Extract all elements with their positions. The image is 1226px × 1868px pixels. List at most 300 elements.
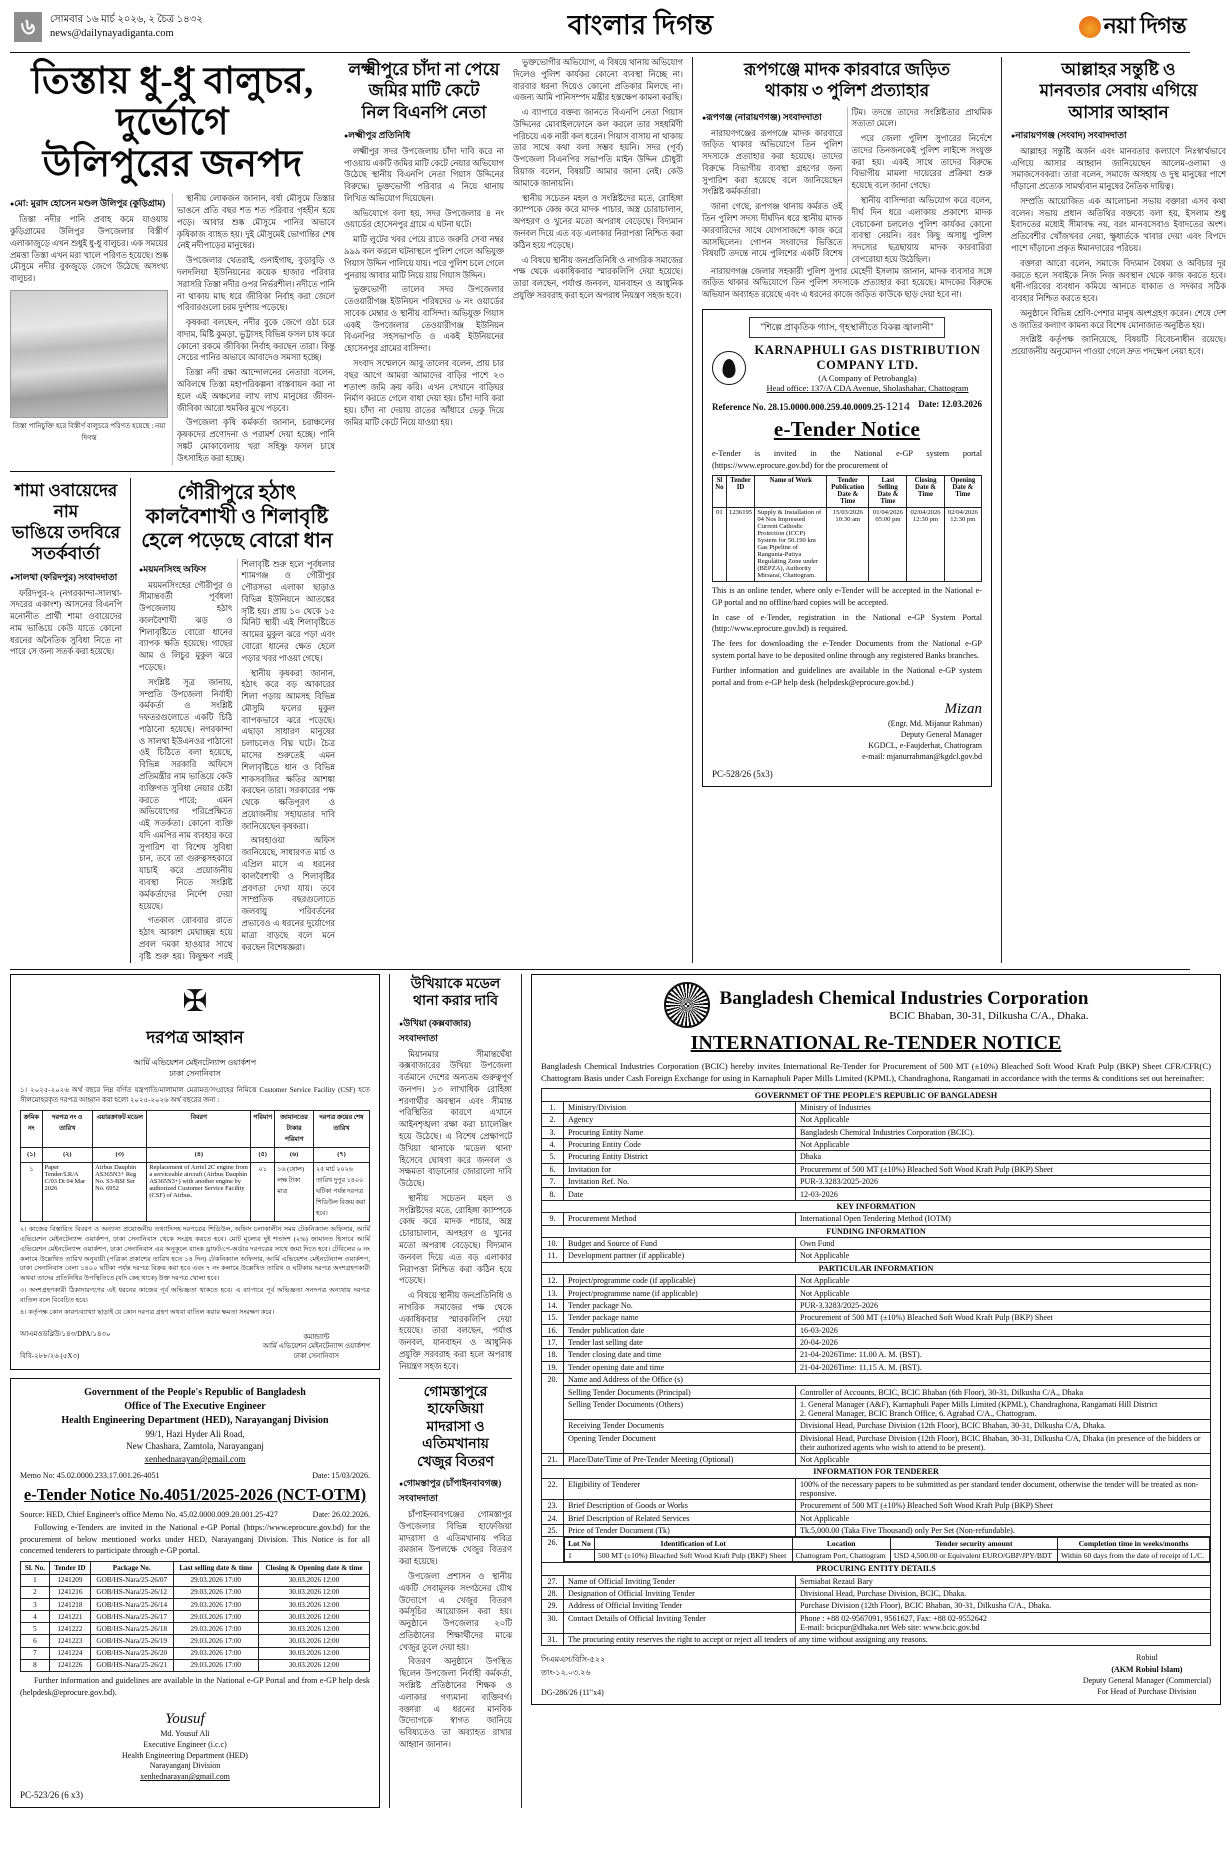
cell-value: Not Applicable bbox=[796, 1114, 1211, 1126]
cell-label: Agency bbox=[564, 1114, 796, 1126]
table-row bbox=[542, 1275, 1211, 1287]
cell-label: Designation of Official Inviting Tender bbox=[564, 1587, 796, 1599]
cell-index: 27. bbox=[542, 1575, 564, 1587]
col-last-selling: Last Selling Date & Time bbox=[869, 475, 907, 507]
table-row bbox=[542, 1634, 1211, 1646]
paragraph: উপজেলা কৃষি কর্মকর্তা জানান, চরাঞ্চলের কৃষকদের প্রণোদনা ও পরামর্শ দেয়া হচ্ছে। পানি সঙ্কট মোকাবেলায় খরা সহিষ্ণু ফসল চাষে উৎসাহিত করা হচ্ছে। bbox=[177, 418, 335, 463]
cell-value: Not Applicable bbox=[796, 1138, 1211, 1150]
hail-byline: ● ময়মনসিংহ অফিস bbox=[139, 562, 233, 577]
warning-byline: ● সালথা (ফরিদপুর) সংবাদদাতা bbox=[10, 570, 122, 585]
lakshmipur-continuation-column bbox=[513, 57, 683, 963]
lot-col-0: Lot No bbox=[565, 1538, 595, 1550]
table-row bbox=[542, 1250, 1211, 1262]
cell-index: 21. bbox=[542, 1453, 564, 1465]
section-header-row bbox=[542, 1200, 1211, 1212]
table-row bbox=[565, 1550, 1210, 1562]
paragraph: ভুক্তভোগীর অভিযোগ, এ বিষয়ে থানায় অভিযোগ দিলেও পুলিশ কার্যকর কোনো ব্যবস্থা নিচ্ছে না। বারবার ধরনা দিয়েও কোনো প্রতিকার মিলছে না। এজন্য আমি পানিসম্পদ মন্ত্রীর হস্তক্ষেপ কামনা করছি। bbox=[513, 58, 683, 103]
cell-index: 25. bbox=[542, 1524, 564, 1536]
cell-index: 1. bbox=[542, 1101, 564, 1113]
cell-model: Airbus Dauphin AS365N3+ Reg No. S3-BSI Ser No. 6952 bbox=[93, 1162, 147, 1221]
cell-office-value: Controller of Accounts, BCIC, BCIC Bhaban (6th Floor), 30-31, Dilkusha C/A., Dhaka bbox=[796, 1386, 1211, 1398]
table-row bbox=[542, 1587, 1211, 1599]
table-header-row bbox=[21, 1110, 370, 1147]
cell-index: 28. bbox=[542, 1587, 564, 1599]
kgdcl-note-2: In case of e-Tender, registration in the National e-GP System Portal (http://www.eprocure.gov.bd) is required. bbox=[712, 612, 982, 634]
hed-source: Source: HED, Chief Engineer's office Memo No. 45.02.0000.009.20.001.25-427 bbox=[20, 1509, 278, 1519]
hed-header bbox=[20, 1386, 370, 1466]
paragraph: সম্প্রতি আয়োজিত এক আলোচনা সভায় বক্তারা এসব কথা বলেন। সভায় প্রধান অতিথির বক্তব্যে বলা হয়, ইসলাম শুধু ইবাদতের মধ্যেই সীমাবদ্ধ নয়, বরং মানবসেবাও ইবাদতের অংশ। প্রতিবেশীর খোঁজখবর নেয়া, ক্ষুধার্তকে খাবার দেয়া এবং বিপদে পাশে দাঁড়ানো প্রকৃত ঈমানদারের পরিচয়। bbox=[1011, 196, 1226, 253]
table-number-row bbox=[21, 1147, 370, 1162]
hed-tender-table bbox=[20, 1561, 370, 1672]
cell-opening: 02/04/2026 12:30 pm bbox=[944, 507, 981, 581]
paragraph: এ বিষয়ে স্থানীয় জনপ্রতিনিধি ও নাগরিক সমাজের পক্ষ থেকে একাধিকবার স্মারকলিপি দেয়া হয়েছে। তারা বলছেন, পর্যাপ্ত জনবল, যানবাহন ও আধুনিক প্রযুক্তি সরবরাহ করা হলে অপরাধ নিয়ন্ত্রণ সহজ হবে। bbox=[399, 1291, 512, 1371]
cell-tender-id: 1241221 bbox=[49, 1611, 90, 1623]
paragraph: সংবাদ সম্মেলনে আবু তালেব বলেন, প্রায় চার বছর আগে আমরা আমাদের বাড়ির পাশে ২৩ শতাংশ জমি ক্রয় করি। এখন সেখানে বাড়িঘর নির্মাণ করতে গেলে বাধা দেয়া হয়। চাঁদা দাবি করা হয়। চাঁদা না দেয়ায় রাতের আঁধারে ভেকু দিয়ে জমির মাটি কেটে নিয়ে যাওয়া হয়। bbox=[344, 359, 504, 427]
col-date: দরপত্র ক্রয়ের শেষ তারিখ bbox=[313, 1110, 369, 1147]
table-row bbox=[542, 1512, 1211, 1524]
cell-value: Not Applicable bbox=[796, 1287, 1211, 1299]
num-7: (৭) bbox=[313, 1147, 369, 1162]
cell-sl: 1 bbox=[21, 1574, 50, 1586]
cell-value: Procurement of 500 MT (±10%) Bleached Soft Wood Kraft Pulp (BKP) Sheet bbox=[796, 1312, 1211, 1324]
top-section-grid bbox=[10, 57, 1226, 963]
masthead-left bbox=[14, 12, 203, 42]
section-header-row bbox=[542, 1563, 1211, 1575]
table-row bbox=[542, 1324, 1211, 1336]
cell-value: Not Applicable bbox=[796, 1275, 1211, 1287]
cell-tender-id: 1241226 bbox=[49, 1659, 90, 1671]
office-row bbox=[542, 1386, 1211, 1398]
cell-index: 23. bbox=[542, 1500, 564, 1512]
cell-index: 16. bbox=[542, 1324, 564, 1336]
lakshmipur-headline: লক্ষ্মীপুরে চাঁদা না পেয়ে জমির মাটি কেটে নিল বিএনপি নেতা bbox=[348, 60, 500, 122]
paragraph: সংশ্লিষ্ট কর্তৃপক্ষ জানিয়েছে, বিষয়টি বিবেচনাধীন রয়েছে। প্রয়োজনীয় অনুমোদন পাওয়া গেলে দ্রুত পদক্ষেপ নেয়া হবে। bbox=[1011, 335, 1226, 357]
cell-value: Not Applicable bbox=[796, 1453, 1211, 1465]
section-header-row bbox=[542, 1262, 1211, 1274]
paragraph: কৃষকরা বলছেন, নদীর বুকে জেগে ওঠা চরে বাদাম, মিষ্টি কুমড়া, ভুট্টাসহ বিভিন্ন ফসল চাষ করে কোনো রকমে জীবিকা নির্বাহ করছেন তারা। কিন্তু সেচের পানির অভাবে আবাদেও সমস্যা হচ্ছে। bbox=[177, 318, 335, 363]
cell-label: Invitation Ref. No. bbox=[564, 1176, 796, 1188]
cell-label: Project/programme name (if applicable) bbox=[564, 1287, 796, 1299]
column-divider bbox=[130, 478, 131, 963]
num-6: (৬) bbox=[275, 1147, 314, 1162]
table-header-row bbox=[713, 475, 982, 507]
cell-last-selling: 29.03.2026 17:00 bbox=[173, 1611, 258, 1623]
hed-email: xenhednarayan@gmail.com bbox=[144, 1454, 246, 1465]
cell-index: 6. bbox=[542, 1163, 564, 1175]
paragraph: অনুষ্ঠানে বিভিন্ন শ্রেণি-পেশার মানুষ অংশগ্রহণ করেন। শেষে দেশ ও জাতির কল্যাণ কামনা করে বিশেষ মোনাজাত অনুষ্ঠিত হয়। bbox=[1011, 308, 1226, 330]
col-sl: Sl. No. bbox=[21, 1562, 50, 1574]
num-5: (৫) bbox=[251, 1147, 275, 1162]
cell-value: Dhaka bbox=[796, 1151, 1211, 1163]
cell-last-selling: 29.03.2026 17:00 bbox=[173, 1574, 258, 1586]
paragraph: এ বিষয়ে স্থানীয় জনপ্রতিনিধি ও নাগরিক সমাজের পক্ষ থেকে একাধিকবার স্মারকলিপি দেয়া হয়েছে। তারা বলছেন, পর্যাপ্ত জনবল, যানবাহন ও আধুনিক প্রযুক্তি সরবরাহ করা হলে অপরাধ নিয়ন্ত্রণ সহজ হবে। bbox=[513, 255, 683, 300]
cell-value: 21-04-2026Time: 11.00 A. M. (BST). bbox=[796, 1349, 1211, 1361]
signature-scribble: Yousuf bbox=[165, 1710, 205, 1727]
cell-label: Place/Date/Time of Pre-Tender Meeting (Optional) bbox=[564, 1453, 796, 1465]
cell-label: Budget and Source of Fund bbox=[564, 1237, 796, 1249]
cell-sl: 4 bbox=[21, 1611, 50, 1623]
cell-closing-opening: 30.03.2026 12:00 bbox=[258, 1647, 369, 1659]
hed-sign-name: Md. Yousuf Ali bbox=[160, 1729, 210, 1739]
cell-tender-id: 1241222 bbox=[49, 1623, 90, 1635]
bcic-org-name: Bangladesh Chemical Industries Corporation bbox=[719, 987, 1089, 1009]
col-package-no: Package No. bbox=[90, 1562, 173, 1574]
cell-value: 12-03-2026 bbox=[796, 1188, 1211, 1200]
kgdcl-company-sub: (A Company of Petrobangla) bbox=[818, 373, 917, 383]
cell-index: 3. bbox=[542, 1126, 564, 1138]
cell-index: 17. bbox=[542, 1336, 564, 1348]
cell-value: Own Fund bbox=[796, 1237, 1211, 1249]
paragraph: আবহাওয়া অফিস জানিয়েছে, সাধারণত মার্চ ও এপ্রিল মাসে এ ধরনের কালবৈশাখী ও শিলাবৃষ্টির প্রবণতা দেখা যায়। তবে সাম্প্রতিক বছরগুলোতে জলবায়ু পরিবর্তনের প্রভাবেও এ ধরনের দুর্যোগের মাত্রা বাড়ছে বলে মনে করছেন বিশেষজ্ঞরা। bbox=[241, 836, 335, 952]
cell-office-value: Divisional Head, Purchase Division (12th Floor), BCIC Bhaban, 30-31, Dilkusha C/A, Dhaka (in presence of the bidders or their authorized agents who wish to attend to be present). bbox=[796, 1432, 1211, 1453]
hed-memo-no: Memo No: 45.02.0000.233.17.001.26-4051 bbox=[20, 1470, 160, 1480]
cell-sl: 6 bbox=[21, 1635, 50, 1647]
section-header-row bbox=[542, 1225, 1211, 1237]
paragraph: তিস্তা নদীর পানি প্রবাহ কমে যাওয়ায় কুড়িগ্রামের উলিপুর উপজেলার বিস্তীর্ণ এলাকাজুড়ে এখন শুধুই ধু-ধু বালুচর। এক সময়ের প্রমত্তা তিস্তা এখন মরা খালে পরিণত হয়েছে। শুষ্ক মৌসুমে নদীর বুকজুড়ে জেগে উঠেছে অসংখ্য বালুচর। bbox=[10, 215, 168, 284]
cell-label: Tender closing date and time bbox=[564, 1349, 796, 1361]
table-row bbox=[542, 1453, 1211, 1465]
signature-scribble: Robiul bbox=[1136, 1653, 1158, 1663]
cell-tender-id: 1241216 bbox=[49, 1586, 90, 1598]
num-2: (২) bbox=[42, 1147, 93, 1162]
divider bbox=[399, 1378, 512, 1379]
army-ad-title: দরপত্র আহ্বান bbox=[146, 1027, 244, 1047]
bcic-memo-bn2: তাং-১২.০৩.২৬ bbox=[541, 1668, 591, 1678]
col-publication: Tender Publication Date & Time bbox=[827, 475, 869, 507]
ukhiya-byline: ● উখিয়া (কক্সবাজার) সংবাদদাতা bbox=[399, 1016, 512, 1046]
table-row bbox=[542, 1163, 1211, 1175]
paragraph: স্থানীয় সচেতন মহল ও সংশ্লিষ্টদের মতে, রোহিঙ্গা ক্যাম্পকে কেন্দ্র করে মাদক পাচার, অস্ত্র চোরাচালান, অপহরণ ও খুনের মতো অপরাধ বেড়েছে। বিদ্যমান জনবল দিয়ে এত বড় এলাকার নিরাপত্তা নিশ্চিত করা কঠিন হয়ে পড়েছে। bbox=[399, 1193, 512, 1286]
paragraph: স্থানীয় বাসিন্দারা অভিযোগ করে বলেন, দীর্ঘ দিন ধরে এলাকায় প্রকাশ্যে মাদক বেচাকেনা চললেও পুলিশ কার্যকর কোনো ব্যবস্থা নেয়নি। বরং কিছু অসাধু পুলিশ সদস্যের ছত্রছায়ায় মাদক কারবারিরা বেপরোয়া হয়ে উঠেছিল। bbox=[851, 195, 992, 264]
hed-memo-date-label: Date: bbox=[312, 1470, 330, 1480]
photo-caption: তিস্তা পানিচুক্তি হরে বিস্তীর্ণ বালুচরে পরিণত হয়েছে : নয়া দিগন্ত bbox=[12, 422, 166, 442]
cell-index: 9. bbox=[542, 1213, 564, 1225]
cell-work: Supply & Installation of 04 Nos Impressed Current Cathodic Protection (ICCP) System for 50.190 km Gas Pipeline of Rangunia-Patiya Regulating Zone under (BEPZA), Authority Mirsarai, Chattogram. bbox=[755, 507, 827, 581]
col-security: জামানতের টাকার পরিমাণ bbox=[275, 1110, 314, 1147]
table-row bbox=[21, 1635, 370, 1647]
num-4: (৪) bbox=[147, 1147, 251, 1162]
bcic-sign-title2: For Head of Purchase Division bbox=[1097, 1686, 1197, 1696]
army-tender-ad bbox=[10, 974, 380, 1370]
lot-col-2: Location bbox=[792, 1538, 890, 1550]
bcic-tender-table bbox=[541, 1088, 1211, 1646]
hed-gov: Government of the People's Republic of Bangladesh bbox=[84, 1386, 306, 1398]
bcic-header bbox=[541, 982, 1211, 1028]
cell-label: Procuring Entity Name bbox=[564, 1126, 796, 1138]
section-header: INFORMATION FOR TENDERER bbox=[542, 1466, 1211, 1478]
kgdcl-sign-title1: Deputy General Manager bbox=[900, 729, 982, 739]
table-row bbox=[542, 1600, 1211, 1612]
cell-location: Chattogram Port, Chattogram bbox=[792, 1550, 890, 1562]
cell-label: Project/programme code (if applicable) bbox=[564, 1275, 796, 1287]
hed-table-body bbox=[21, 1574, 370, 1672]
kgdcl-flame-icon bbox=[712, 351, 746, 385]
paragraph: নারায়ণগঞ্জের রূপগঞ্জে মাদক কারবারে জড়িত থাকার অভিযোগে তিন পুলিশ সদস্যকে প্রত্যাহার করা হয়েছে। তাদের বিরুদ্ধে বিভাগীয় ব্যবস্থা গ্রহণের জন্য সুপারিশ করা হয়েছে বলে জানিয়েছেন সংশ্লিষ্ট কর্মকর্তারা। bbox=[702, 128, 843, 197]
table-row bbox=[713, 507, 982, 581]
kgdcl-pc-code: PC-528/26 (5x3) bbox=[712, 769, 773, 780]
column-divider bbox=[692, 57, 693, 963]
hed-addr2: New Chashara, Zamtola, Narayanganj bbox=[126, 1441, 264, 1452]
table-row bbox=[542, 1114, 1211, 1126]
section-header: PARTICULAR INFORMATION bbox=[542, 1262, 1211, 1274]
army-sign3: ঢাকা সেনানিবাস bbox=[293, 1352, 339, 1361]
cell-index: 8. bbox=[542, 1188, 564, 1200]
cell-last-selling: 01/04/2026 05:00 pm bbox=[869, 507, 907, 581]
hafizia-headline: গোমস্তাপুরে হাফেজিয়া মাদরাসা ও এতিমখানায় খেজুর বিতরণ bbox=[416, 1384, 495, 1470]
cell-value: Serniabat Rezaul Bary bbox=[796, 1575, 1211, 1587]
cell-date: ২৫ মার্চ ২০২৬ তারিখ দুপুর ১৪০০ ঘটিকা পর্যন্ত দরপত্র শিডিউল বিক্রয় করা হবে। bbox=[313, 1162, 369, 1221]
divider bbox=[10, 471, 335, 472]
table-row bbox=[542, 1612, 1211, 1633]
paragraph: ফরিদপুর-২ (নগরকান্দা-সালথা-সদরের একাংশ) আসনের বিএনপি মনোনীত প্রার্থী শামা ওবায়েদের নাম ভাঙিয়ে কেউ যাতে কোনো ধরনের অনৈতিক সুবিধা নিতে না পারে সে জন্য সতর্ক করা হয়েছে। bbox=[10, 588, 122, 657]
cell-index: 2. bbox=[542, 1114, 564, 1126]
army-crest-icon bbox=[175, 982, 215, 1022]
cell-value: PUR-3.3283/2025-2026 bbox=[796, 1176, 1211, 1188]
cell-label: Address of Official Inviting Tender bbox=[564, 1600, 796, 1612]
allah-headline: আল্লাহর সন্তুষ্টি ও মানবতার সেবায় এগিয়ে আসার আহ্বান bbox=[1039, 60, 1198, 122]
kgdcl-sign-title2: KGDCL, e-Faujderhat, Chattogram bbox=[868, 740, 982, 750]
cell-value: 20-04-2026 bbox=[796, 1336, 1211, 1348]
cell-package-no: GOB/HS-Nara/25-26/18 bbox=[90, 1623, 173, 1635]
cell-index: 19. bbox=[542, 1361, 564, 1373]
bcic-sign-title1: Deputy General Manager (Commercial) bbox=[1082, 1675, 1211, 1685]
cell-office-label: Selling Tender Documents (Others) bbox=[564, 1398, 796, 1419]
section-header: KEY INFORMATION bbox=[542, 1200, 1211, 1212]
col-qty: পরিমাণ bbox=[251, 1110, 275, 1147]
cell-label: Procuring Entity District bbox=[564, 1151, 796, 1163]
table-row bbox=[542, 1349, 1211, 1361]
table-row bbox=[542, 1524, 1211, 1536]
kgdcl-tender-table bbox=[712, 475, 982, 582]
hed-memo-date: 15/03/2026. bbox=[331, 1470, 370, 1480]
note-4: ৪। কর্তৃপক্ষ কোন কারণ/ব্যাখ্যা ছাড়াই যে কোন দরপত্র গ্রহণ অথবা বাতিল করার ক্ষমতা সংরক্ষণ করে। bbox=[20, 1309, 275, 1316]
kgdcl-reference-label: Reference No. 28.15.0000.000.259.40.0009.25- bbox=[712, 402, 886, 412]
paragraph: চাঁপাইনবাবগঞ্জের গোমস্তাপুর উপজেলার বিভিন্ন হাফেজিয়া মাদরাসা ও এতিমখানায় পবিত্র রমজান উপলক্ষে খেজুর বিতরণ করা হয়েছে। bbox=[399, 1510, 512, 1567]
cell-office-value: Divisional Head, Purchase Division (12th Floor), BCIC Bhaban, 30-31, Dilkusha C/A, Dhaka. bbox=[796, 1420, 1211, 1432]
cell-closing-opening: 30.03.2026 12:00 bbox=[258, 1598, 369, 1610]
lot-col-3: Tender security amount bbox=[890, 1538, 1057, 1550]
cell-qty: ০১ bbox=[251, 1162, 275, 1221]
hed-tender-ad bbox=[10, 1378, 380, 1808]
cell-value: Tk.5,000.00 (Taka Five Thousand) only Per Set (Non-refundable). bbox=[796, 1524, 1211, 1536]
table-row bbox=[542, 1176, 1211, 1188]
paragraph: গতকাল রোববার রাতে হঠাৎ আকাশ মেঘাচ্ছন্ন হয়ে প্রবল দমকা হাওয়ার সাথে বৃষ্টি শুরু হয়। কিছুক্ষণ পরই শিলাবৃষ্টি শুরু হলে পূর্বধলার শ্যামগঞ্জ ও গৌরীপুর পৌরসভা এলাকা ছাড়াও বিভিন্ন ইউনিয়নে আতঙ্কের সৃষ্টি হয়। প্রায় ১০ থেকে ১৫ মিনিট স্থায়ী এই শিলাবৃষ্টিতে আমের মুকুল ঝরে পড়া এবং বোরো ধানের ক্ষেত হেলে পড়ার খবর পাওয়া গেছে। bbox=[139, 559, 335, 961]
cell-last-selling: 29.03.2026 17:00 bbox=[173, 1623, 258, 1635]
table-row bbox=[542, 1101, 1211, 1113]
table-row bbox=[542, 1299, 1211, 1311]
table-row bbox=[542, 1188, 1211, 1200]
cell-label: Name and Address of the Office (s) bbox=[564, 1374, 1211, 1386]
table-row bbox=[542, 1287, 1211, 1299]
lot-detail-table bbox=[564, 1537, 1210, 1562]
contact-email: news@dailynayadiganta.com bbox=[50, 27, 174, 39]
cell-value: International Open Tendering Method (IOTM) bbox=[796, 1213, 1211, 1225]
col-sl: Sl No bbox=[713, 475, 727, 507]
army-sign1: কমান্ড্যান্ট bbox=[303, 1332, 330, 1341]
cell-label: Procuring Entity Code bbox=[564, 1138, 796, 1150]
cell-label: Contact Details of Official Inviting Tender bbox=[564, 1612, 796, 1633]
col-model: এয়ারক্রাফট মডেল bbox=[93, 1110, 147, 1147]
col-tender-no: দরপত্র নং ও তারিখ bbox=[42, 1110, 93, 1147]
office-row bbox=[542, 1374, 1211, 1386]
kgdcl-sign-name: (Engr. Md. Mijanur Rahman) bbox=[888, 719, 982, 729]
note-3: ৩। অংশগ্রহণকারী ঠিকাদারগণের এই ধরনের কাজের পূর্ব অভিজ্ঞতা থাকতে হবে। এ ব্যাপারে পূর্ব অভিজ্ঞতা সনদপত্র অন্যথায় দরপত্র বাতিল বলে বিবেচিত হবে। bbox=[20, 1287, 370, 1305]
hed-sign-title2: Health Engineering Department (HED) bbox=[122, 1750, 248, 1760]
cell-index: 11. bbox=[542, 1250, 564, 1262]
cell-package-no: GOB/HS-Nara/25-26/07 bbox=[90, 1574, 173, 1586]
cell-value: Not Applicable bbox=[796, 1512, 1211, 1524]
table-row bbox=[21, 1598, 370, 1610]
cell-index: 20. bbox=[542, 1374, 564, 1454]
cell-index: 15. bbox=[542, 1312, 564, 1324]
cell-value: Phone : +88 02-9567091, 9561627, Fax: +88 02-9552642 E-mail: bcicpur@dhaka.net Web site: www.bcic.gov.bd bbox=[796, 1612, 1211, 1633]
cell-index: 24. bbox=[542, 1512, 564, 1524]
cell-lot-no: 1 bbox=[565, 1550, 595, 1562]
cell-label: Tender publication date bbox=[564, 1324, 796, 1336]
hed-sign-title1: Executive Engineer (i.c.c) bbox=[143, 1739, 227, 1749]
hed-footer: Further information and guidelines are available in the National e-GP Portal and from e-GP help desk (helpdesk@eprocure.gov.bd). bbox=[20, 1676, 370, 1697]
army-signature bbox=[263, 1333, 370, 1362]
ukhiya-headline: উখিয়াকে মডেল থানা করার দাবি bbox=[410, 976, 501, 1009]
kgdcl-signature bbox=[712, 699, 982, 762]
paragraph: মাটি লুটের খবর পেয়ে রাতে জরুরি সেবা নম্বর ৯৯৯ কল করলে ঘটনাস্থলে পুলিশ গেলে অভিযুক্ত গিয়াস উদ্দিন পালিয়ে যায়। পরে পুলিশ চলে গেলে পুনরায় আবার মাটি নিয়ে যায় গিয়াস উদ্দিন। bbox=[344, 235, 504, 280]
lakshmipur-story-column bbox=[344, 57, 504, 963]
cell-note: The procuring entity reserves the right to accept or reject all tenders of any time without assigning any reasons. bbox=[564, 1634, 1211, 1646]
cell-label: Tender package No. bbox=[564, 1299, 796, 1311]
hail-headline: গৌরীপুরে হঠাৎ কালবৈশাখী ও শিলাবৃষ্টি হেলে পড়েছে বোরো ধান bbox=[141, 481, 333, 552]
table-row bbox=[542, 1361, 1211, 1373]
paragraph: এ ব্যাপারে বক্তব্য জানতে বিএনপি নেতা গিয়াস উদ্দিনের মোবাইলফোনে কল করলে তার সহধর্মিণী পরিচয়ে এক নারী কল ধরেন। গিয়াস বাসায় না থাকায় তার সাথে কথা বলা সম্ভব হয়নি। সদর (পূর্ব) উপজেলা বিএনপির সভাপতি মাইন উদ্দিন চৌধুরী রিয়াজ বলেন, বিষয়টি আমার জানা নেই। কেউ আমাকে জানায়নি। bbox=[513, 108, 683, 188]
hed-sign-title3: Narayanganj Division bbox=[149, 1761, 221, 1771]
kgdcl-reference-number: 1214 bbox=[885, 399, 910, 413]
office-row bbox=[542, 1420, 1211, 1432]
ukhiya-column bbox=[399, 974, 512, 1809]
paragraph: লক্ষ্মীপুর সদর উপজেলায় চাঁদা দাবি করে না পাওয়ায় একটি জমির মাটি কেটে নেয়ার অভিযোগ উঠেছে স্থানীয় বিএনপি নেতা গিয়াস উদ্দিনের বিরুদ্ধে। ভুক্তভোগী পরিবার এ নিয়ে থানায় লিখিত অভিযোগ দিয়েছেন। bbox=[344, 146, 504, 203]
cell-label: Tender last selling date bbox=[564, 1336, 796, 1348]
cell-label: Brief Description of Goods or Works bbox=[564, 1500, 796, 1512]
kgdcl-company-name: KARNAPHULI GAS DISTRIBUTION COMPANY LTD. bbox=[754, 343, 981, 372]
num-1: (১) bbox=[21, 1147, 43, 1162]
hed-office: Office of The Executive Engineer bbox=[124, 1400, 266, 1412]
cell-label: Brief Description of Related Services bbox=[564, 1512, 796, 1524]
paragraph: জানা গেছে, রূপগঞ্জ থানায় কর্মরত ওই তিন পুলিশ সদস্য দীর্ঘদিন ধরে স্থানীয় মাদক কারবারিদের সাথে যোগসাজশে কাজ করে আসছিলেন। গোপন সংবাদের ভিত্তিতে বিষয়টি তদন্তে নামে পুলিশের একটি বিশেষ টিম। তদন্তে তাদের সংশ্লিষ্টতার প্রাথমিক সত্যতা মেলে। bbox=[702, 107, 992, 259]
num-3: (৩) bbox=[93, 1147, 147, 1162]
cell-index: 7. bbox=[542, 1176, 564, 1188]
allah-byline: ● নারায়ণগঞ্জ (সংবাদ) সংবাদদাতা bbox=[1011, 128, 1226, 143]
bcic-tender-ad bbox=[531, 974, 1221, 1706]
cell-value: Bangladesh Chemical Industries Corporation (BCIC). bbox=[796, 1126, 1211, 1138]
cell-closing-opening: 30.03.2026 12:00 bbox=[258, 1623, 369, 1635]
bcic-sign-name: (AKM Robiul Islam) bbox=[1111, 1664, 1183, 1674]
cell-label: Procurement Method bbox=[564, 1213, 796, 1225]
cell-sl: 01 bbox=[713, 507, 727, 581]
cell-closing-opening: 30.03.2026 12:00 bbox=[258, 1586, 369, 1598]
cell-label: Name of Official Inviting Tender bbox=[564, 1575, 796, 1587]
cell-tender-id: 1236195 bbox=[726, 507, 755, 581]
cell-closing-opening: 30.03.2026 12:00 bbox=[258, 1611, 369, 1623]
bcic-memo-bn1: সিএমএস/বিসি-৫২২ bbox=[541, 1655, 606, 1665]
cell-office-label: Receiving Tender Documents bbox=[564, 1420, 796, 1432]
cell-value: 16-03-2026 bbox=[796, 1324, 1211, 1336]
cell-index: 14. bbox=[542, 1299, 564, 1311]
paragraph: আল্লাহর সন্তুষ্টি অর্জন এবং মানবতার কল্যাণে নিঃস্বার্থভাবে এগিয়ে আসার আহ্বান জানিয়েছেন আলেম-ওলামা ও সমাজসেবকরা। তারা বলেন, সমাজে অসহায় ও দুস্থ মানুষের পাশে দাঁড়ানো প্রত্যেক সামর্থ্যবান মানুষের নৈতিক দায়িত্ব। bbox=[1011, 146, 1226, 192]
cell-index: 31. bbox=[542, 1634, 564, 1646]
cell-office-value: 1. General Manager (A&F), Karnaphuli Paper Mills Limited (KPML), Chandraghona, Rangamati Hill District 2. General Manager, BCIC Branch Office, 6. Agrabad C/A., Chattogram. bbox=[796, 1398, 1211, 1419]
cell-index: 4. bbox=[542, 1138, 564, 1150]
cell-completion: Within 60 days from the date of receipt of L/C. bbox=[1058, 1550, 1210, 1562]
col-opening: Opening Date & Time bbox=[944, 475, 981, 507]
cell-office-label: Selling Tender Documents (Principal) bbox=[564, 1386, 796, 1398]
cell-desc: Replacement of Arriel 2C engine from a serviceable aircraft (Airbus Dauphin AS365N3+) with another engine by authorized Customer Service Facility (CSF) of Airbus. bbox=[147, 1162, 251, 1221]
cell-label: Invitation for bbox=[564, 1163, 796, 1175]
army-memo: আএমওডব্লিউ/১৪৩/DPA/১৪৩০ bbox=[20, 1329, 111, 1338]
cell-last-selling: 29.03.2026 17:00 bbox=[173, 1647, 258, 1659]
lead-story-column bbox=[10, 57, 335, 963]
table-row bbox=[21, 1623, 370, 1635]
paragraph: পরে জেলা পুলিশ সুপারের নির্দেশে তাদের তিনজনকেই পুলিশ লাইন্সে সংযুক্ত করা হয়। একই সাথে তাদের বিরুদ্ধে বিভাগীয় মামলা দায়েরের প্রক্রিয়া শুরু হয়েছে বলে জানা গেছে। bbox=[851, 134, 992, 191]
cell-sl: 7 bbox=[21, 1647, 50, 1659]
paragraph: মিয়ানমার সীমান্তঘেঁষা কক্সবাজারের উখিয়া উপজেলা বর্তমানে দেশের অন্যতম গুরুত্বপূর্ণ জনপদ। ১৩ লাখাধিক রোহিঙ্গা শরণার্থীর অবস্থান এবং সীমান্ত পরিস্থিতির কারণে এখানে আইনশৃঙ্খলা রক্ষা করা চ্যালেঞ্জিং হয়ে উঠেছে। এ বিশেষ প্রেক্ষাপটে উখিয়া থানাকে 'মডেল থানা' হিসেবে ঘোষণা করে জনবল ও সক্ষমতা বাড়ানোর জোরালো দাবি উঠেছে। bbox=[399, 1049, 512, 1189]
kgdcl-sign-email: e-mail: mjanurrahman@kgdcl.gov.bd bbox=[862, 751, 982, 761]
hed-source-date-label: Date: bbox=[312, 1509, 330, 1519]
bcic-table-body bbox=[542, 1089, 1211, 1646]
cell-lot-table bbox=[564, 1537, 1211, 1563]
rupganj-column bbox=[702, 57, 992, 963]
hail-body bbox=[139, 559, 335, 963]
cell-package-no: GOB/HS-Nara/25-26/14 bbox=[90, 1598, 173, 1610]
bcic-column bbox=[531, 974, 1221, 1809]
cell-office-label: Opening Tender Document bbox=[564, 1432, 796, 1453]
lot-col-4: Completion time in weeks/months bbox=[1058, 1538, 1210, 1550]
rupganj-headline: রূপগঞ্জে মাদক কারবারে জড়িত থাকায় ৩ পুলিশ প্রত্যাহার bbox=[743, 60, 951, 101]
cell-label: Eligibility of Tenderer bbox=[564, 1478, 796, 1499]
section-header-row bbox=[542, 1089, 1211, 1101]
col-tender-id: Tender ID bbox=[49, 1562, 90, 1574]
paragraph: উপজেলার থেতরাই, গুনাইগাছ, বুড়াবুড়ি ও দলদলিয়া ইউনিয়নের কয়েক হাজার পরিবার সরাসরি তিস্তা নদীর ওপর নির্ভরশীল। নদীতে পানি না থাকায় মাছ ধরে জীবিকা নির্বাহ করা জেলে পরিবারগুলো চরম দুর্দশায় পড়েছে। bbox=[177, 256, 335, 313]
col-last-selling: Last selling date & time bbox=[173, 1562, 258, 1574]
cell-value: PUR-3.3283/2025-2026 bbox=[796, 1299, 1211, 1311]
rupganj-byline: ● রূপগঞ্জ (নারায়ণগঞ্জ) সংবাদদাতা bbox=[702, 110, 843, 125]
cell-tender-id: 1241223 bbox=[49, 1635, 90, 1647]
kgdcl-date-label: Date: bbox=[918, 399, 940, 409]
cell-label: Price of Tender Document (Tk) bbox=[564, 1524, 796, 1536]
cell-value: 21-04-2026Time: 11.15 A. M. (BST). bbox=[796, 1361, 1211, 1373]
table-row bbox=[542, 1138, 1211, 1150]
table-row bbox=[542, 1151, 1211, 1163]
note-2: ২। কাজের বিস্তারিত বিবরণ ও অন্যান্য প্রয়োজনীয় তথ্যাদিসহ দরপত্রের শিডিউল, অফিস চলাকালীন সময় টেকনিক্যাল অফিসার, আর্মি এভিয়েশন মেইনটেন্যান্স ওয়ার্কশপ, ঢাকা সেনানিবাস থেকে সংগ্রহ করতে হবে। মোট মূল্যের দুই শতাংশ (২%) জামানত হিসাবে আর্মি এভিয়েশন মেইনটেন্যান্স ওয়ার্কশপ, ঢাকা সেনানিবাস এর অনুকূলে ব্যাংক ড্রাফট/পে-অর্ডার দরপত্রের সাথে জমা দিতে হবে। টেবিলের ৬ নং কলামে উল্লেখিত তারিখ অনুযায়ী (পত্রিকা প্রকাশের তারিখ হতে ১৪ দিন) টেকনিক্যাল অফিসার, আর্মি এভিয়েশন মেইনটেন্যান্স ওয়ার্কশপ, ঢাকা সেনানিবাস বেলা ১৪০০ ঘটিকা পর্যন্ত দরপত্র বিক্রয় করা হবে এবং ৭ নং কলামে উল্লেখিত তারিখ ও ঘটিকায় দরপত্র অংশগ্রহণকারী অথবা তাদের প্রতিনিধির উপস্থিতিতে (যদি কেহ থাকে) উক্ত দরপত্র খোলা হবে। bbox=[20, 1225, 370, 1283]
cell-value: Procurement of 500 MT (±10%) Bleached Soft Wood Kraft Pulp (BKP) Sheet bbox=[796, 1500, 1211, 1512]
hed-notice-title: e-Tender Notice No.4051/2025-2026 (NCT-OTM) bbox=[23, 1484, 367, 1504]
cell-last-selling: 29.03.2026 17:00 bbox=[173, 1598, 258, 1610]
brand-logo bbox=[1079, 9, 1186, 46]
table-row bbox=[21, 1647, 370, 1659]
bcic-pc-code: DG-286/26 (11"x4) bbox=[541, 1688, 604, 1698]
army-pc-code: বিবি-২৮৮/২৬ (৫X৩) bbox=[20, 1351, 80, 1360]
cell-publication: 15/03/2026 10:30 am bbox=[827, 507, 869, 581]
cell-index: 5. bbox=[542, 1151, 564, 1163]
table-header-row bbox=[565, 1538, 1210, 1550]
column-divider bbox=[389, 974, 390, 1809]
col-closing: Closing Date & Time bbox=[907, 475, 944, 507]
hed-dept: Health Engineering Department (HED), Narayanganj Division bbox=[61, 1414, 329, 1426]
lead-headline: তিস্তায় ধু-ধু বালুচর, দুর্ভোগে উলিপুরের জনপদ bbox=[31, 61, 314, 185]
table-row bbox=[542, 1126, 1211, 1138]
paragraph: ময়মনসিংহের গৌরীপুর ও সীমান্তবর্তী পূর্বধলা উপজেলায় হঠাৎ কালবৈশাখী ঝড় ও শিলাবৃষ্টিতে বোরো ধানের ব্যাপক ক্ষতি হয়েছে। গাছের আম ও লিচুর মুকুল ঝরে পড়েছে। bbox=[139, 580, 233, 672]
cell-last-selling: 29.03.2026 17:00 bbox=[173, 1635, 258, 1647]
cell-package-no: GOB/HS-Nara/25-26/19 bbox=[90, 1635, 173, 1647]
army-ad-intro: ১। ২০২৫-২০২৬ অর্থ বছরে নিম্ন বর্ণিত যন্ত্রপাতি/মালামাল মেরামত/সংগ্রহের নিমিত্তে Customer Service Facility (CSF) হতে সীলমোহরকৃত দরপত্র আহ্বান করা হলো ২০২৫-২০২৬ অর্থ বছরের জন্য : bbox=[20, 1085, 370, 1105]
hed-addr1: 99/1, Hazi Hyder Ali Road, bbox=[145, 1428, 245, 1439]
